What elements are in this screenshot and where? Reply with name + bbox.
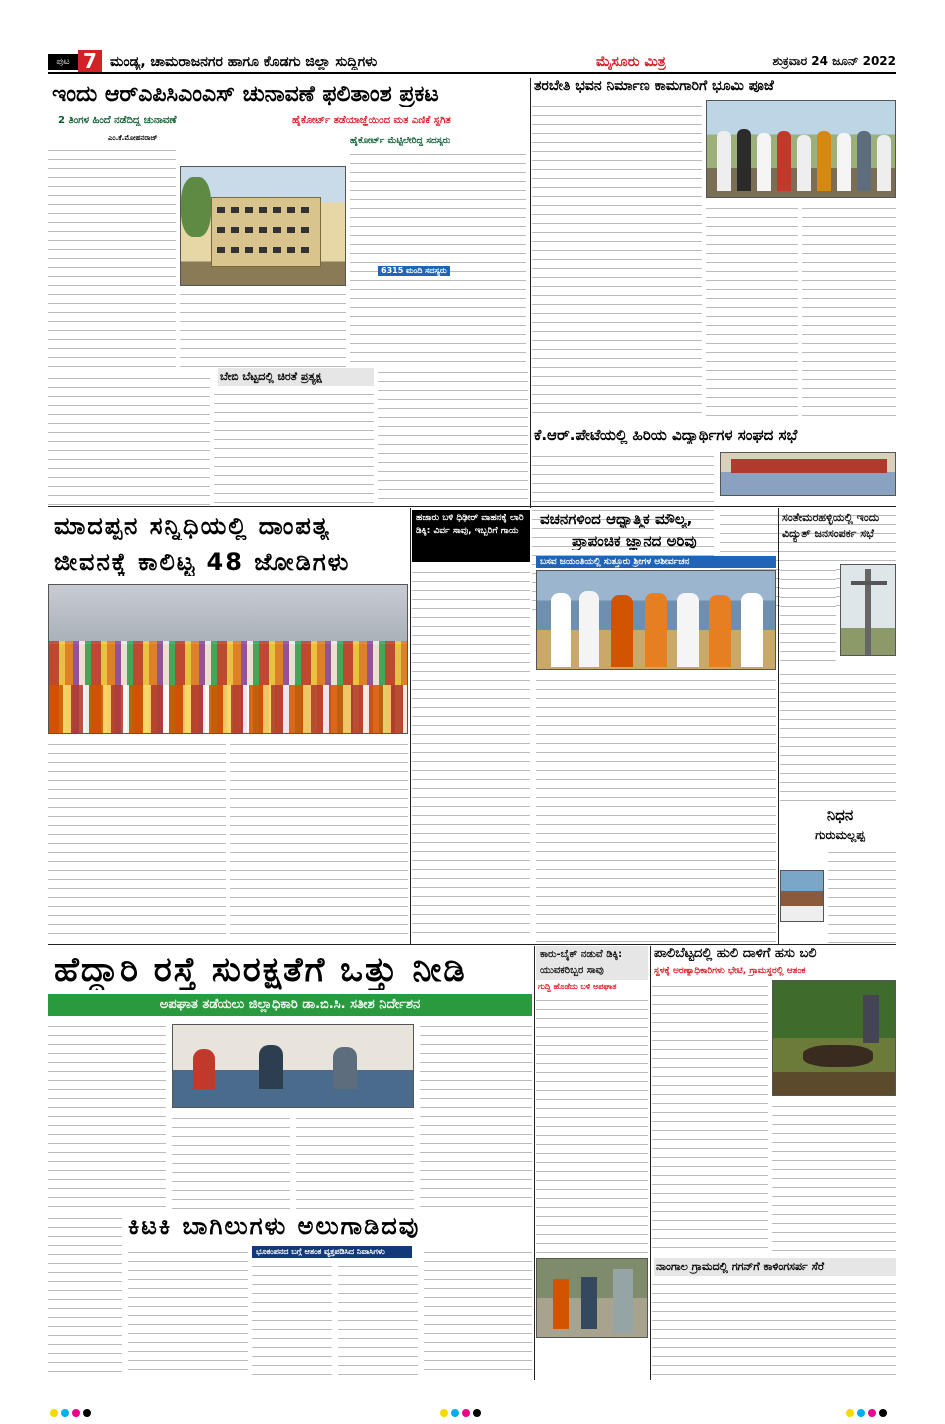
body-col-3 [350, 148, 526, 370]
color-registration-left [50, 1402, 94, 1421]
wedding-photo [48, 584, 408, 734]
body-col-3 [252, 1260, 332, 1378]
story-highway-safety [48, 948, 532, 1210]
headline-line-1: ಮಾದಪ್ಪನ ಸನ್ನಿಧಿಯಲ್ಲಿ ದಾಂಪತ್ಯ [54, 512, 331, 540]
body-col-1 [48, 1020, 166, 1210]
headline-line-1: ವಚನಗಳಿಂದ ಆಧ್ಯಾತ್ಮಿಕ ಮೌಲ್ಯ, [540, 510, 693, 528]
divider-h-2 [48, 944, 896, 945]
obituary-body [828, 846, 896, 944]
body-col-2 [180, 288, 346, 370]
story-leopard [214, 366, 374, 506]
color-registration-right [846, 1402, 890, 1421]
story-lorry-accident [412, 510, 530, 940]
body-col-1 [48, 144, 176, 369]
side-sub: 6315 ಮಂದಿ ಸದಸ್ಯರು [378, 266, 450, 276]
subhead: ಸ್ಥಳಕ್ಕೆ ಅರಣ್ಯಾಧಿಕಾರಿಗಳು ಭೇಟಿ, ಗ್ರಾಮಸ್ಥರಲ್ಲಿ ಆತಂಕ [654, 966, 806, 976]
body [652, 1278, 896, 1378]
obituary-name: ಗುರುಮಲ್ಲಪ್ಪ [815, 828, 865, 842]
meeting-photo [720, 452, 896, 496]
divider-v-mid2 [778, 508, 779, 944]
headline: ಬೇಬಿ ಬೆಟ್ಟದಲ್ಲಿ ಚಿರತೆ ಪ್ರತ್ಯಕ್ಷ [218, 368, 374, 386]
headline: ಕಾರು-ಬೈಕ್ ನಡುವೆ ಡಿಕ್ಕಿ: ಯುವಕರಿಬ್ಬರ ಸಾವು [536, 946, 648, 980]
divider-v-mid [410, 508, 411, 944]
subhead-row [48, 114, 528, 130]
body [214, 388, 374, 504]
headline: ಇಂದು ಆರ್‌ಎಪಿಸಿಎಂಎಸ್ ಚುನಾವಣೆ ಫಲಿತಾಂಶ ಪ್ರಕಟ [52, 82, 439, 107]
story-power-meeting [780, 508, 896, 804]
story-apcms-election [48, 80, 528, 370]
body-col-2 [780, 668, 896, 804]
body [536, 674, 776, 942]
strap: ಬಸವ ಜಯಂತಿಯಲ್ಲಿ ಸುತ್ತೂರು ಶ್ರೀಗಳ ಆಶೀರ್ವಚನ [536, 556, 776, 568]
body-col-2 [230, 738, 408, 942]
headline: ತರಬೇತಿ ಭವನ ನಿರ್ಮಾಣ ಕಾಮಗಾರಿಗೆ ಭೂಮಿ ಪೂಜೆ [534, 78, 774, 94]
electric-pole-photo [840, 564, 896, 656]
divider-v-top [530, 78, 531, 508]
body-col-1 [652, 980, 768, 1256]
body-col-2 [706, 202, 798, 418]
crash-photo [536, 1258, 648, 1338]
body-col-5 [424, 1246, 532, 1378]
divider-h-1 [48, 506, 896, 507]
body-col-1 [532, 100, 702, 420]
story-earthquake [48, 1210, 532, 1380]
body [412, 566, 530, 940]
obituary [780, 806, 896, 944]
side-head: ಹೈಕೋರ್ಟ್ ಮೆಟ್ಟಿಲೇರಿದ್ದ ಸದಸ್ಯರು [350, 136, 451, 146]
headline: ಹೆದ್ದಾರಿ ರಸ್ತೆ ಸುರಕ್ಷತೆಗೆ ಒತ್ತು ನೀಡಿ [54, 950, 467, 990]
body-col-2 [128, 1246, 248, 1378]
story-tiger-attack [652, 946, 896, 1256]
story-vachana [532, 508, 776, 942]
strap: ಅಪಘಾತ ತಡೆಯಲು ಜಿಲ್ಲಾಧಿಕಾರಿ ಡಾ.ಬಿ.ಸಿ. ಸತೀಶ ನಿರ್ದೇಶನ [48, 994, 532, 1016]
story-training-hall [532, 76, 896, 421]
color-registration-mid [440, 1402, 484, 1421]
masthead: ಮೈಸೂರು ಮಿತ್ರ [596, 54, 666, 70]
subhead: ಗುದ್ದಿ ಹೊಡೆದು ಬಳಿ ಅಪಘಾತ [538, 982, 617, 991]
story1-continued [48, 372, 210, 506]
body-col-3 [802, 202, 896, 418]
section-title: ಮಂಡ್ಯ, ಚಾಮರಾಜನಗರ ಹಾಗೂ ಕೊಡಗು ಜಿಲ್ಲಾ ಸುದ್ದಿಗಳು [110, 54, 378, 70]
groundbreaking-photo [706, 100, 896, 198]
headline: ಸಂತೇಮರಹಳ್ಳಿಯಲ್ಲಿ ಇಂದು ವಿದ್ಯುತ್ ಜನಸಂಪರ್ಕ ಸಭೆ [782, 511, 880, 540]
body-col-3 [296, 1112, 414, 1210]
story-mass-wedding [48, 508, 408, 943]
page-number: 7 [78, 50, 102, 72]
divider-v-bottom2 [650, 946, 651, 1380]
issue-date: ಶುಕ್ರವಾರ 24 ಜೂನ್ 2022 [772, 54, 896, 68]
headline-line-2: ಜೀವನಕ್ಕೆ ಕಾಲಿಟ್ಟ 48 ಜೋಡಿಗಳು [54, 548, 351, 576]
obituary-title: ನಿಧನ [826, 806, 854, 824]
obituary-photo [780, 870, 824, 922]
byline: ಎಂ.ಕೆ.ಮೋಹನರಾಜ್ [108, 134, 158, 142]
body-col-2 [172, 1112, 290, 1210]
body-col-1 [48, 1212, 122, 1378]
story-leopard-continued [378, 366, 528, 506]
story-king-cobra [652, 1258, 896, 1378]
headline-line-2: ಪ್ರಾಪಂಚಿಕ ಜ್ಞಾನದ ಅರಿವು [572, 532, 697, 550]
meeting-photo [172, 1024, 414, 1108]
strap: ಭೂಕಂಪನದ ಬಗ್ಗೆ ಆತಂಕ ವ್ಯಕ್ತಪಡಿಸಿದ ನಿವಾಸಿಗಳು [252, 1246, 412, 1258]
cow-carcass-photo [772, 980, 896, 1096]
body-col-4 [420, 1020, 532, 1210]
page-header [48, 50, 896, 74]
building-photo [180, 166, 346, 286]
headline: ಪಾಲಿಬೆಟ್ಟದಲ್ಲಿ ಹುಲಿ ದಾಳಿಗೆ ಹಸು ಬಲಿ [654, 946, 817, 961]
body [536, 994, 648, 1256]
headline: ಕೆ.ಆರ್.ಪೇಟೆಯಲ್ಲಿ ಹಿರಿಯ ವಿದ್ಯಾರ್ಥಿಗಳ ಸಂಘದ ಸಭೆ [534, 426, 798, 444]
subhead-left: 2 ತಿಂಗಳ ಹಿಂದೆ ನಡೆದಿದ್ದ ಚುನಾವಣೆ [58, 115, 177, 126]
page-label: ಪುಟ [48, 54, 78, 70]
swamiji-photo [536, 570, 776, 670]
divider-v-bottom [534, 946, 535, 1380]
headline: ನಾಂಗಾಲ ಗ್ರಾಮದಲ್ಲಿ ಗಗನ್‌ಗೆ ಕಾಳಿಂಗಸರ್ಪ ಸೆರೆ [654, 1258, 896, 1276]
body-col-1 [780, 564, 836, 664]
story-car-bike-crash [536, 946, 648, 1342]
headline: ಕಿಟಕಿ ಬಾಗಿಲುಗಳು ಅಲುಗಾಡಿದವು [128, 1212, 421, 1240]
body-col-4 [338, 1260, 418, 1378]
body-col-2 [772, 1100, 896, 1256]
subhead-right: ಹೈಕೋರ್ಟ್ ತಡೆಯಾಜ್ಞೆಯಿಂದ ಮತ ಎಣಿಕೆ ಸ್ಥಗಿತ [292, 115, 451, 126]
headline: ಹಜಾರು ಬಳಿ ಧಿಢೀರ್ ವಾಹನಕ್ಕೆ ಲಾರಿ ಡಿಕ್ಕಿ: ವಿರ್ವ ಸಾವು, ಇಬ್ಬರಿಗೆ ಗಾಯ [412, 510, 530, 562]
body-col-1 [48, 738, 226, 942]
